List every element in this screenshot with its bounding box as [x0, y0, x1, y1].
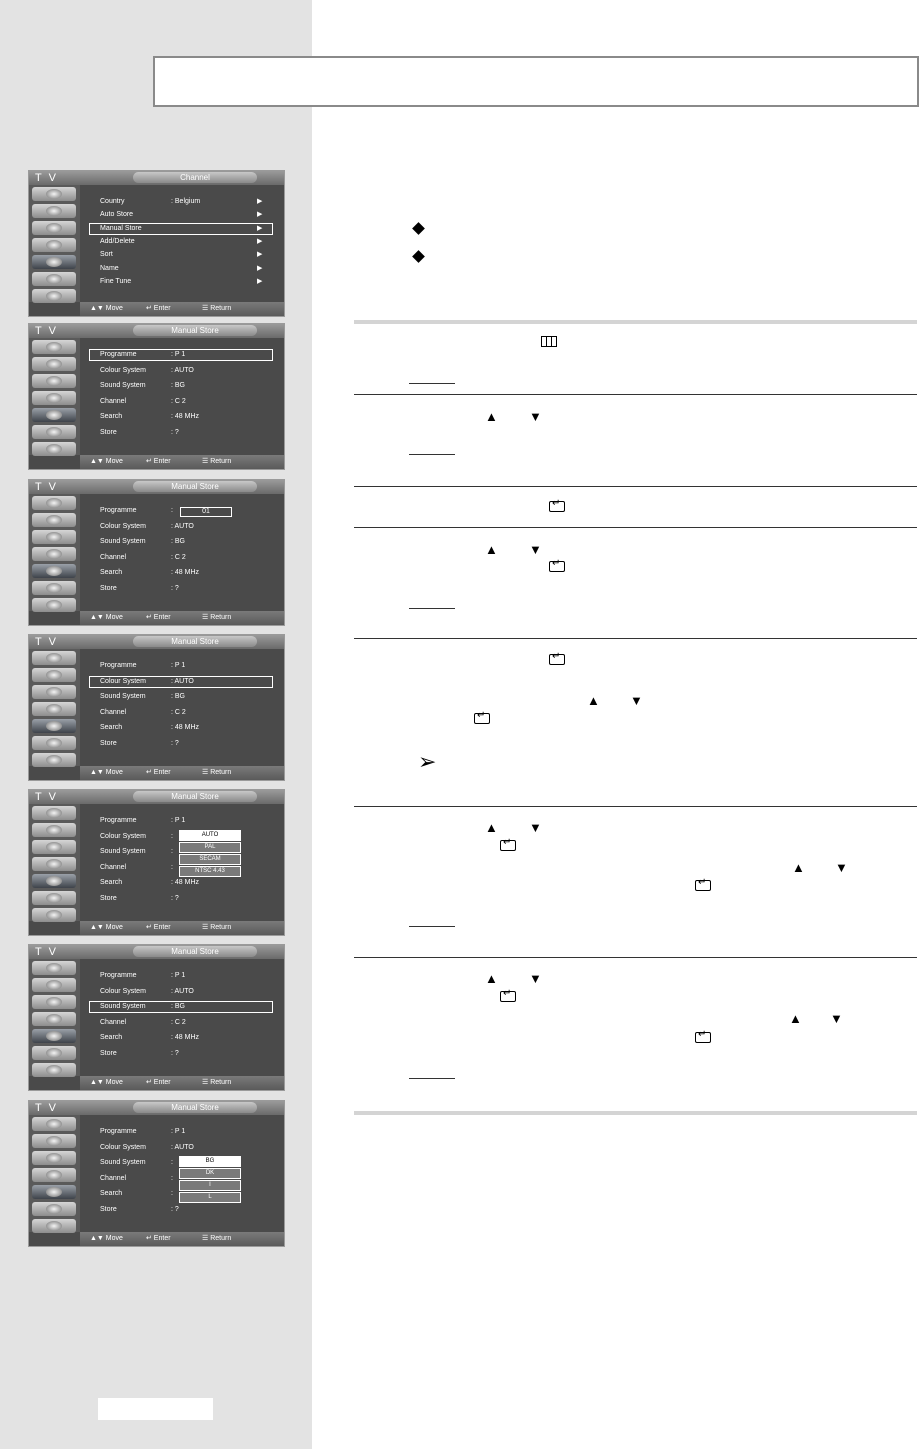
osd-footer-bar [80, 921, 284, 935]
page-title-box [153, 56, 919, 107]
osd-menu-value: : AUTO [171, 366, 194, 374]
osd-menu-value: : ? [171, 429, 179, 436]
osd-menu-icon [32, 736, 76, 750]
osd-menu-value: : 48 MHz [171, 1034, 200, 1042]
osd-menu-icon [32, 1117, 76, 1131]
osd-footer-bar [80, 1232, 284, 1246]
osd-dropdown-option: L [179, 1192, 241, 1203]
up-arrow-icon: ▲ [485, 971, 498, 986]
osd-dropdown-option: AUTO [179, 830, 241, 841]
osd-menu-icon [32, 289, 76, 303]
osd-submenu-arrow-icon: ▶ [257, 251, 263, 259]
osd-menu-value: : [171, 1159, 173, 1167]
osd-menu-icon [32, 891, 76, 905]
osd-menu-icon [32, 668, 76, 682]
osd-menu-value: : ? [171, 585, 179, 592]
osd-footer-move: ▲▼ Move [90, 305, 123, 312]
osd-menu-icon [32, 719, 76, 733]
osd-menu-tab: Manual Store [133, 325, 257, 336]
osd-menu-item: Sound System [100, 693, 146, 701]
osd-footer-return: ☰ Return [202, 1079, 232, 1086]
osd-menu-value: : BG [171, 693, 186, 701]
osd-menu-icon [32, 1151, 76, 1165]
osd-menu-item: Auto Store [100, 211, 134, 219]
down-arrow-icon: ▼ [835, 860, 848, 875]
down-arrow-icon: ▼ [529, 971, 542, 986]
osd-icon-column [29, 494, 80, 611]
osd-menu-value: : P 1 [171, 1128, 186, 1135]
osd-menu-icon [32, 238, 76, 252]
osd-menu-value: : BG [171, 1003, 186, 1011]
osd-footer-enter: ↵ Enter [146, 458, 171, 465]
osd-menu-icon [32, 651, 76, 665]
osd-menu-icon [32, 806, 76, 820]
osd-footer-return: ☰ Return [202, 614, 232, 621]
osd-menu-icon [32, 702, 76, 716]
osd-menu-icon [32, 908, 76, 922]
osd-icon-column [29, 1115, 80, 1232]
osd-menu-icon [32, 221, 76, 235]
osd-tv-label: T V [35, 481, 58, 493]
tv-osd-screen [28, 944, 285, 1091]
osd-footer-move: ▲▼ Move [90, 924, 123, 931]
osd-tv-label: T V [35, 325, 58, 337]
osd-menu-icon [32, 272, 76, 286]
osd-menu-icon [32, 442, 76, 456]
step-divider [354, 957, 917, 958]
osd-menu-item: Store [100, 895, 117, 902]
osd-dropdown-option: SECAM [179, 854, 241, 865]
osd-dropdown-option: PAL [179, 842, 241, 853]
step-divider [354, 527, 917, 528]
osd-menu-icon [32, 685, 76, 699]
tv-osd-screen [28, 170, 285, 317]
osd-menu-icon [32, 857, 76, 871]
osd-menu-icon [32, 840, 76, 854]
step-divider [354, 486, 917, 487]
osd-menu-item: Store [100, 429, 117, 436]
osd-submenu-arrow-icon: ▶ [257, 277, 263, 285]
up-arrow-icon: ▲ [485, 542, 498, 557]
osd-footer-return: ☰ Return [202, 1235, 232, 1242]
down-arrow-icon: ▼ [529, 542, 542, 557]
osd-footer-bar [80, 455, 284, 469]
osd-menu-value: : [171, 1174, 173, 1182]
section-bottom-rule [354, 1111, 917, 1115]
result-label-line [409, 1078, 455, 1079]
osd-menu-value: : 48 MHz [171, 879, 200, 887]
osd-menu-item: Programme [100, 1128, 137, 1135]
osd-menu-icon [32, 374, 76, 388]
osd-tv-label: T V [35, 791, 58, 803]
up-arrow-icon: ▲ [587, 693, 600, 708]
osd-menu-item: Programme [100, 351, 137, 358]
osd-footer-move: ▲▼ Move [90, 769, 123, 776]
osd-menu-value: : Belgium [171, 198, 201, 205]
bullet-icon [414, 252, 424, 262]
step-divider [354, 638, 917, 639]
osd-footer-enter: ↵ Enter [146, 924, 171, 931]
osd-footer-return: ☰ Return [202, 458, 232, 465]
osd-submenu-arrow-icon: ▶ [257, 237, 263, 245]
result-label-line [409, 383, 455, 384]
osd-menu-value: : ? [171, 740, 179, 747]
osd-menu-icon [32, 961, 76, 975]
osd-icon-column [29, 804, 80, 921]
osd-footer-move: ▲▼ Move [90, 1235, 123, 1242]
osd-menu-value: : P 1 [171, 351, 186, 358]
osd-menu-value: : AUTO [171, 1143, 194, 1151]
osd-footer-enter: ↵ Enter [146, 1235, 171, 1242]
osd-menu-value: : AUTO [171, 522, 194, 530]
osd-submenu-arrow-icon: ▶ [257, 264, 263, 272]
enter-icon [549, 501, 565, 512]
osd-menu-item: Channel [100, 863, 127, 871]
osd-menu-icon [32, 1168, 76, 1182]
osd-menu-icon [32, 1046, 76, 1060]
osd-menu-icon [32, 391, 76, 405]
osd-menu-value: : P 1 [171, 817, 186, 824]
osd-menu-value: : C 2 [171, 553, 186, 561]
enter-icon [695, 880, 711, 891]
osd-tv-label: T V [35, 946, 58, 958]
osd-menu-value: : 48 MHz [171, 724, 200, 732]
osd-dropdown-option: BG [179, 1156, 241, 1167]
osd-number-box: 01 [180, 507, 232, 517]
osd-menu-item: Channel [100, 708, 127, 716]
osd-dropdown-list [179, 1156, 241, 1204]
osd-menu-item: Programme [100, 507, 137, 514]
osd-menu-value: : ? [171, 895, 179, 902]
osd-menu-icon [32, 581, 76, 595]
osd-menu-item: Programme [100, 662, 137, 669]
osd-icon-column [29, 649, 80, 766]
osd-footer-bar [80, 302, 284, 316]
osd-menu-value: : 48 MHz [171, 569, 200, 577]
osd-tv-label: T V [35, 1102, 58, 1114]
osd-menu-item: Colour System [100, 987, 146, 995]
osd-menu-icon [32, 1029, 76, 1043]
osd-menu-item: Colour System [100, 677, 146, 685]
osd-submenu-arrow-icon: ▶ [257, 198, 263, 205]
osd-menu-item: Search [100, 1034, 123, 1042]
osd-menu-item: Colour System [100, 522, 146, 530]
tv-osd-screen [28, 479, 285, 626]
osd-menu-icon [32, 530, 76, 544]
osd-menu-item: Name [100, 264, 119, 272]
osd-submenu-arrow-icon: ▶ [257, 224, 263, 232]
step-divider [354, 806, 917, 807]
tv-osd-screen [28, 634, 285, 781]
osd-footer-bar [80, 1076, 284, 1090]
osd-menu-icon [32, 874, 76, 888]
osd-menu-item: Colour System [100, 366, 146, 374]
osd-menu-item: Programme [100, 972, 137, 979]
osd-selection-highlight [89, 223, 273, 235]
osd-menu-item: Country [100, 198, 125, 205]
osd-menu-icon [32, 598, 76, 612]
enter-icon [695, 1032, 711, 1043]
osd-menu-value: : [171, 832, 173, 840]
up-arrow-icon: ▲ [485, 409, 498, 424]
result-label-line [409, 454, 455, 455]
osd-menu-item: Colour System [100, 1143, 146, 1151]
osd-menu-icon [32, 496, 76, 510]
osd-menu-item: Sound System [100, 538, 146, 546]
osd-submenu-arrow-icon: ▶ [257, 211, 263, 219]
osd-menu-value: : [171, 848, 173, 856]
osd-menu-value: : P 1 [171, 972, 186, 979]
osd-menu-icon [32, 513, 76, 527]
osd-menu-item: Programme [100, 817, 137, 824]
osd-menu-tab: Manual Store [133, 636, 257, 647]
page-number-tab [98, 1398, 213, 1420]
osd-menu-icon [32, 753, 76, 767]
osd-menu-item: Store [100, 585, 117, 592]
osd-tv-label: T V [35, 172, 58, 184]
osd-footer-move: ▲▼ Move [90, 1079, 123, 1086]
down-arrow-icon: ▼ [529, 409, 542, 424]
osd-menu-icon [32, 823, 76, 837]
osd-menu-item: Search [100, 569, 123, 577]
osd-menu-item: Fine Tune [100, 277, 132, 285]
osd-menu-item: Channel [100, 553, 127, 561]
bullet-icon [414, 224, 424, 234]
osd-menu-value: : C 2 [171, 397, 186, 405]
osd-dropdown-option: I [179, 1180, 241, 1191]
osd-selection-highlight [89, 1001, 273, 1013]
osd-dropdown-list [179, 830, 241, 878]
osd-icon-column [29, 185, 80, 302]
osd-footer-enter: ↵ Enter [146, 305, 171, 312]
osd-menu-value: : AUTO [171, 987, 194, 995]
tv-osd-screen [28, 1100, 285, 1247]
osd-menu-value: : C 2 [171, 1018, 186, 1026]
osd-menu-item: Store [100, 1206, 117, 1213]
down-arrow-icon: ▼ [529, 820, 542, 835]
osd-menu-icon [32, 204, 76, 218]
osd-menu-icon [32, 425, 76, 439]
osd-menu-icon [32, 978, 76, 992]
enter-icon [549, 561, 565, 572]
result-label-line [409, 926, 455, 927]
osd-menu-item: Channel [100, 1018, 127, 1026]
osd-footer-bar [80, 611, 284, 625]
osd-menu-value: : ? [171, 1050, 179, 1057]
osd-menu-item: Sound System [100, 1003, 146, 1011]
enter-icon [549, 654, 565, 665]
osd-menu-value: : [171, 1190, 173, 1198]
osd-menu-tab: Manual Store [133, 946, 257, 957]
up-arrow-icon: ▲ [485, 820, 498, 835]
osd-menu-value: : BG [171, 538, 186, 546]
osd-dropdown-option: NTSC 4.43 [179, 866, 241, 877]
osd-menu-value: : [171, 507, 173, 514]
osd-footer-move: ▲▼ Move [90, 614, 123, 621]
osd-menu-icon [32, 1134, 76, 1148]
osd-menu-item: Add/Delete [100, 237, 135, 245]
osd-tv-label: T V [35, 636, 58, 648]
osd-footer-enter: ↵ Enter [146, 769, 171, 776]
osd-menu-icon [32, 995, 76, 1009]
menu-icon [541, 336, 557, 347]
osd-menu-icon [32, 340, 76, 354]
osd-menu-item: Channel [100, 1174, 127, 1182]
tv-osd-screen [28, 323, 285, 470]
enter-icon [500, 991, 516, 1002]
osd-menu-icon [32, 408, 76, 422]
osd-footer-bar [80, 766, 284, 780]
osd-selection-highlight [89, 676, 273, 688]
osd-menu-item: Colour System [100, 832, 146, 840]
osd-menu-value: : AUTO [171, 677, 194, 685]
up-arrow-icon: ▲ [789, 1011, 802, 1026]
note-arrow-icon: ➢ [418, 749, 437, 774]
osd-menu-item: Search [100, 724, 123, 732]
osd-menu-tab: Manual Store [133, 1102, 257, 1113]
osd-footer-return: ☰ Return [202, 924, 232, 931]
osd-menu-tab: Channel [133, 172, 257, 183]
osd-menu-icon [32, 357, 76, 371]
osd-menu-icon [32, 255, 76, 269]
up-arrow-icon: ▲ [792, 860, 805, 875]
osd-footer-return: ☰ Return [202, 769, 232, 776]
osd-menu-item: Search [100, 879, 123, 887]
osd-menu-value: : ? [171, 1206, 179, 1213]
down-arrow-icon: ▼ [830, 1011, 843, 1026]
osd-menu-item: Search [100, 1190, 123, 1198]
osd-footer-return: ☰ Return [202, 305, 232, 312]
section-top-rule [354, 320, 917, 324]
osd-menu-value: : 48 MHz [171, 413, 200, 421]
osd-menu-item: Sound System [100, 1159, 146, 1167]
osd-menu-icon [32, 1185, 76, 1199]
osd-menu-icon [32, 1012, 76, 1026]
osd-menu-icon [32, 547, 76, 561]
osd-icon-column [29, 959, 80, 1076]
osd-menu-value: : C 2 [171, 708, 186, 716]
result-label-line [409, 608, 455, 609]
osd-menu-icon [32, 1202, 76, 1216]
osd-dropdown-option: DK [179, 1168, 241, 1179]
osd-menu-icon [32, 1063, 76, 1077]
step-divider [354, 394, 917, 395]
osd-footer-enter: ↵ Enter [146, 1079, 171, 1086]
osd-menu-item: Sound System [100, 382, 146, 390]
osd-footer-enter: ↵ Enter [146, 614, 171, 621]
osd-icon-column [29, 338, 80, 455]
down-arrow-icon: ▼ [630, 693, 643, 708]
osd-menu-value: : BG [171, 382, 186, 390]
osd-menu-tab: Manual Store [133, 791, 257, 802]
osd-menu-item: Sound System [100, 848, 146, 856]
osd-menu-tab: Manual Store [133, 481, 257, 492]
enter-icon [500, 840, 516, 851]
osd-menu-item: Store [100, 1050, 117, 1057]
enter-icon [474, 713, 490, 724]
osd-menu-item: Channel [100, 397, 127, 405]
osd-menu-item: Manual Store [100, 224, 142, 232]
osd-selection-highlight [89, 349, 273, 361]
tv-osd-screen [28, 789, 285, 936]
osd-menu-icon [32, 564, 76, 578]
osd-menu-item: Store [100, 740, 117, 747]
osd-menu-icon [32, 187, 76, 201]
osd-menu-item: Sort [100, 251, 113, 259]
osd-menu-icon [32, 1219, 76, 1233]
osd-menu-value: : [171, 863, 173, 871]
osd-menu-value: : P 1 [171, 662, 186, 669]
osd-footer-move: ▲▼ Move [90, 458, 123, 465]
osd-menu-item: Search [100, 413, 123, 421]
